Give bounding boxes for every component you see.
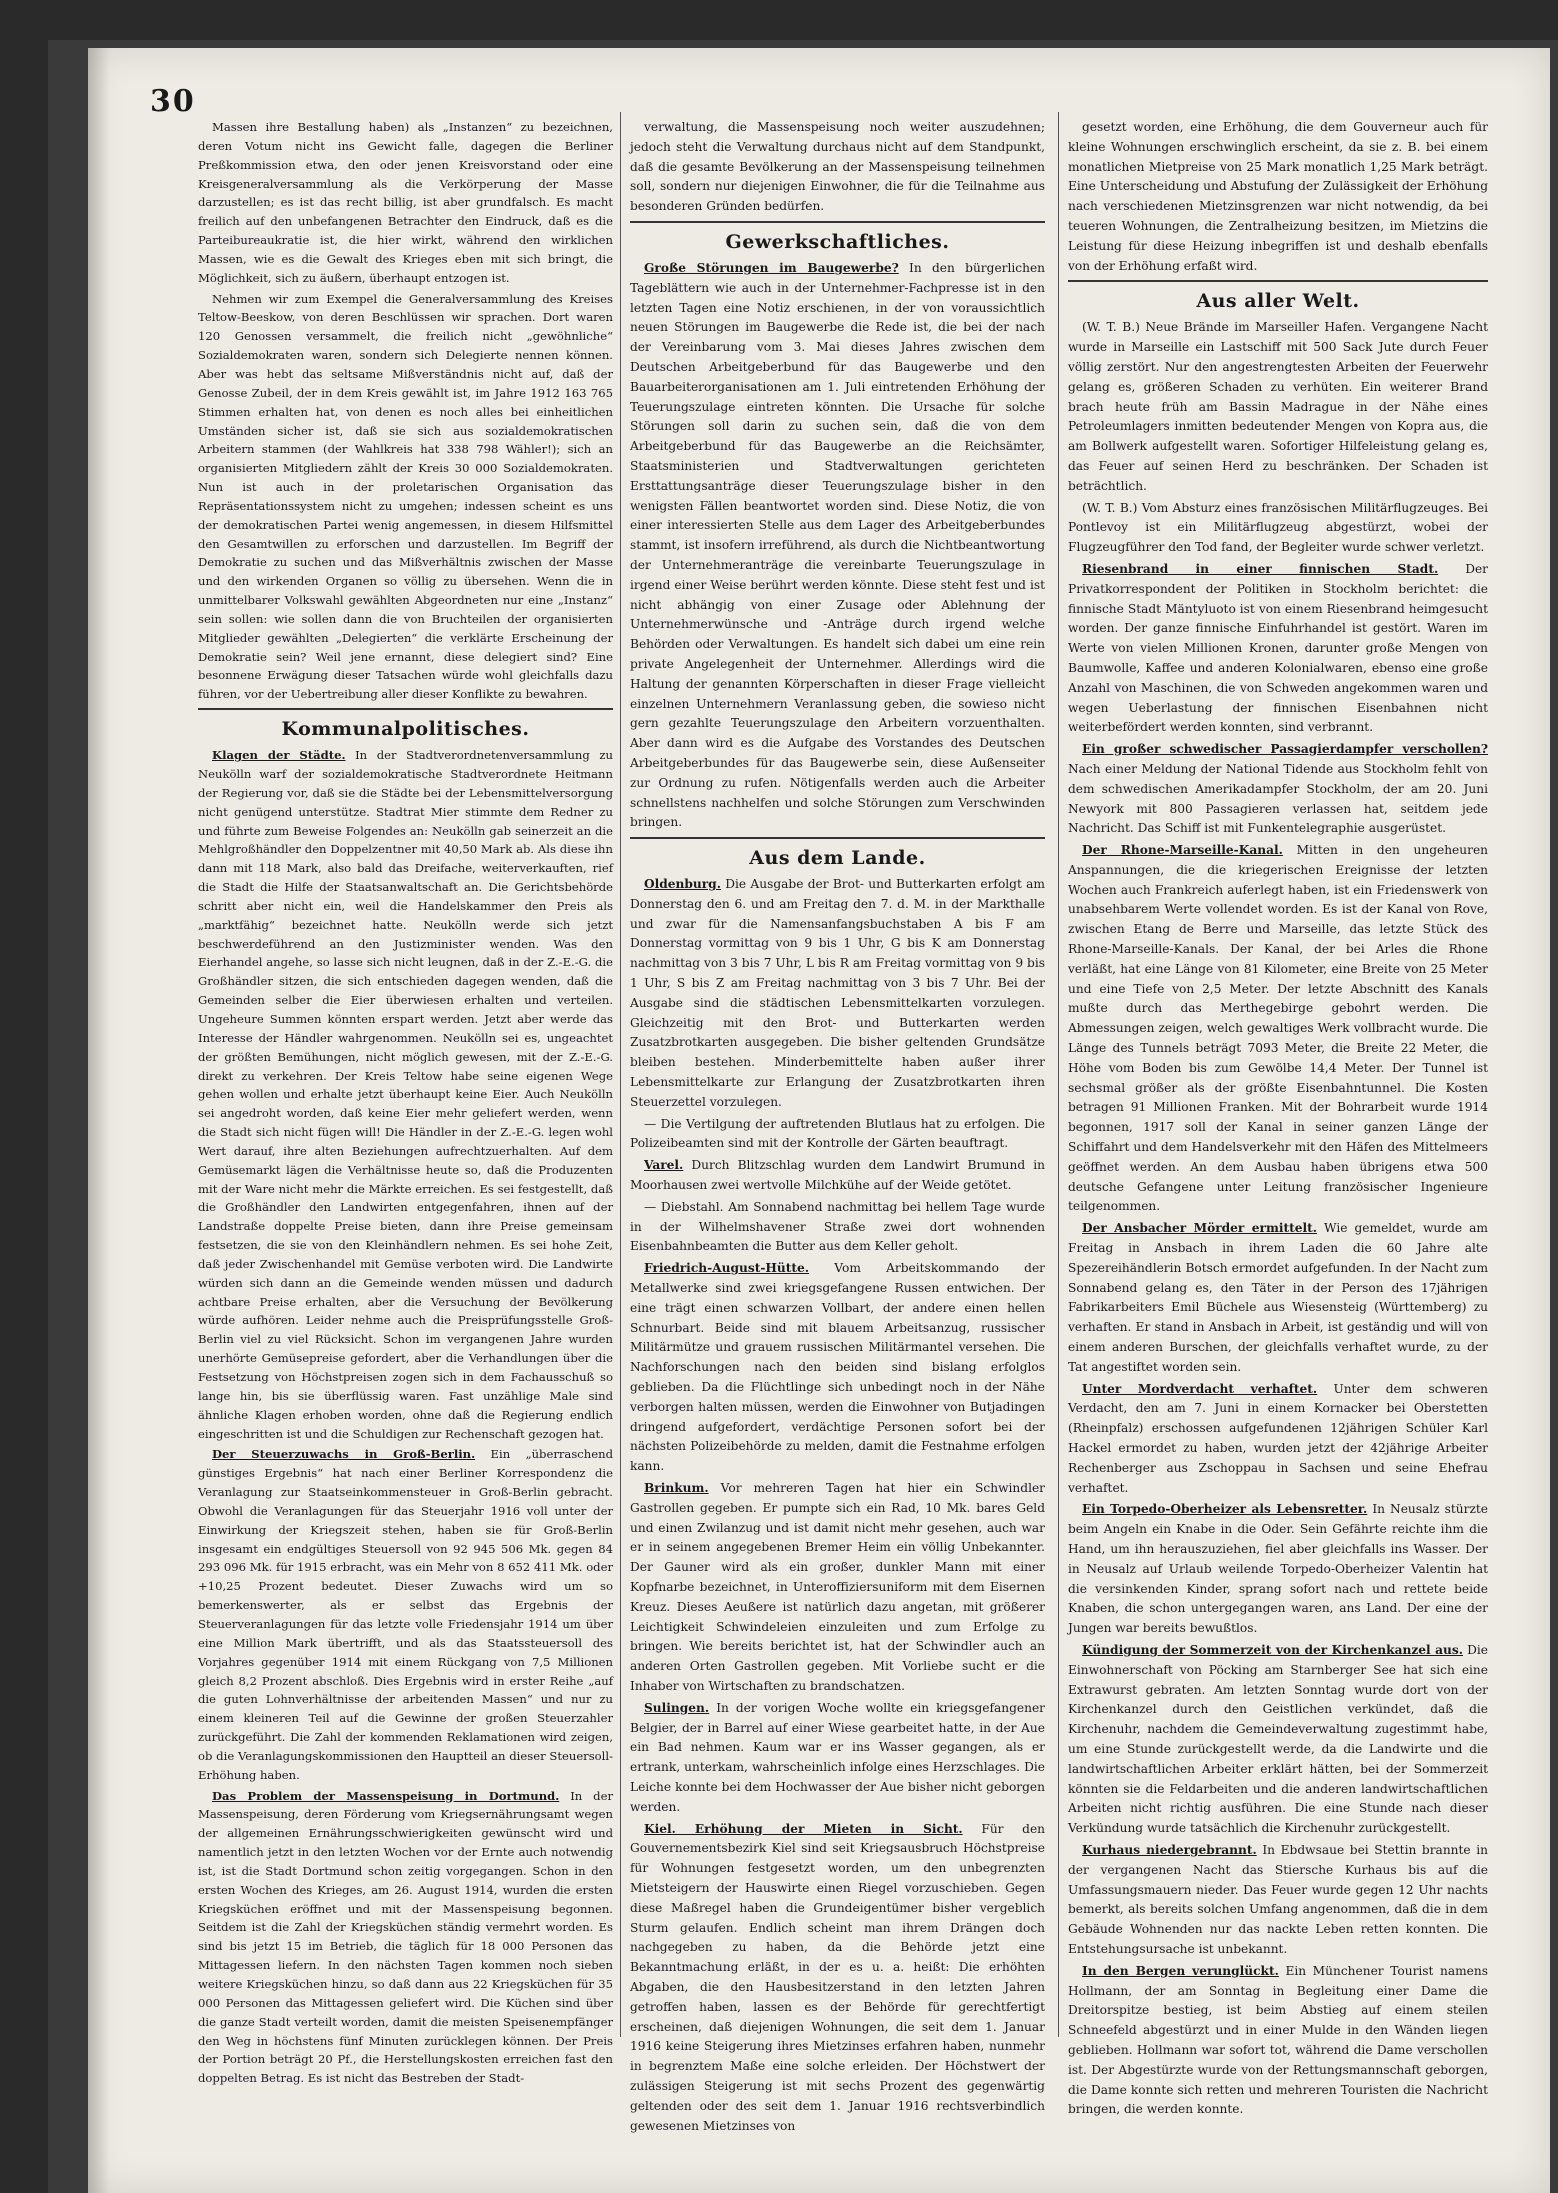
article — [630, 1259, 1045, 1477]
article — [198, 746, 613, 1443]
article-text: (W. T. B.) Neue Brände im Marseiller Hafen. Vergangene Nacht wurde in Marseille ein Lastschiff mit 500 Sack Jute durch Feuer völlig zerstört. Nur den angestrengtesten Arbeiten der Feuerwehr gelang es, größeren Schaden zu verhüten. Ein weiterer Brand brach heute früh am Bassin Madrague in der Nähe eines Petroleumlagers inmitten bedeutender Mengen von Kopra aus, die am Bollwerk aufgestellt waren. Sofortiger Hilfeleistung gelang es, das Feuer auf seinen Herd zu beschränken. Der Schaden ist beträchtlich. — [1068, 320, 1488, 493]
article-lead: In den Bergen verunglückt. — [1082, 1963, 1279, 1978]
article-body: Die Ausgabe der Brot- und Butterkarten erfolgt am Donnerstag den 6. und am Freitag den 7. d. M. in der Markthalle und zwar für die Namensanfangsbuchstaben A bis F am Donnerstag vormittag von 9 bis 1 Uhr, G bis K am Donnerstag nachmittag von 3 bis 7 Uhr, L bis R am Freitag vormittag von 9 bis 1 Uhr, S bis Z am Freitag nachmittag von 3 bis 7 Uhr. Bei der Ausgabe sind die städtischen Lebensmittelkarten vorzulegen. Gleichzeitig mit den Brot- und Butterkarten werden Zusatzbrotkarten ausgegeben. Die bisher geltenden Grundsätze bleiben bestehen. Minderbemittelte haben außer ihrer Lebensmittelkarte zur Erlangung der Zusatzbrotkarten ihren Steuerzettel vorzulegen. — [630, 877, 1045, 1109]
article-lead: Oldenburg. — [644, 877, 721, 892]
article — [630, 1699, 1045, 1818]
article-text: — Diebstahl. Am Sonnabend nachmittag bei hellem Tage wurde in der Wilhelmshavener Straße zwei dort wohnenden Eisenbahnbeamten die Butter aus dem Keller geholt. — [630, 1199, 1045, 1254]
article-lead: Ein Torpedo-Oberheizer als Lebensretter. — [1082, 1502, 1368, 1517]
column-3 — [1068, 118, 1488, 2122]
article-body: Vor mehreren Tagen hat hier ein Schwindler Gastrollen gegeben. Er pumpte sich ein Rad, 10 Mk. bares Geld und einen Zwilanzug und ist damit nicht mehr gesehen, auch war er in seinem angegebenen Bremer Heim ein völlig Unbekannter. Der Gauner wird als ein großer, dunkler Mann mit einer Kopfnarbe bezeichnet, in Unteroffiziersuniform mit dem Eisernen Kreuz. Dieses Aeußere ist natürlich dazu angetan, mit größerer Leichtigkeit Schwindeleien einzuleiten und zum Erfolge zu bringen. Wie bereits berichtet ist, hat der Schwindler auch an anderen Orten Gastrollen gegeben. Mit Vorliebe sucht er die Inhaber von Wirtschaften zu brandschatzen. — [630, 1481, 1045, 1693]
article-body: In Neusalz stürzte beim Angeln ein Knabe in die Oder. Sein Gefährte reichte ihm die Hand, um ihn herauszuziehen, fiel aber gleichfalls ins Wasser. Der in Neusalz auf Urlaub weilende Torpedo-Oberheizer Valentin hat die versinkenden Kinder, sprang sofort nach und rettete beide Knaben, die schon untergegangen waren, ans Land. Der eine der Jungen war bereits bewußtlos. — [1068, 1502, 1489, 1636]
article — [630, 1479, 1045, 1697]
article-lead: Brinkum. — [644, 1481, 709, 1495]
column-2 — [630, 118, 1045, 2138]
article-body: Der Privatkorrespondent der Politiken in Stockholm berichtet: die finnische Stadt Mäntyluoto ist von einem Riesenbrand heimgesucht worden. Der ganze finnische Einfuhrhandel ist gestört. Waren im Werte von vielen Millionen Kronen, darunter große Mengen von Baumwolle, Kaffee und anderen Kolonialwaren, ebenso eine große Anzahl von Maschinen, die von Schweden angekommen waren und wegen Ueberlastung der finnischen Eisenbahnen nicht weiterbefördert werden konnten, sind verbrannt. — [1068, 561, 1488, 735]
article — [1068, 841, 1488, 1217]
article-text: — Die Vertilgung der auftretenden Blutlaus hat zu erfolgen. Die Polizeibeamten sind mit der Kontrolle der Gärten beauftragt. — [630, 1116, 1045, 1151]
section-heading-kommunalpolitisches: Kommunalpolitisches. — [281, 718, 530, 741]
article-lead: Der Rhone-Marseille-Kanal. — [1082, 843, 1283, 858]
article-body: In der Stadtverordnetenversammlung zu Neukölln warf der sozialdemokratische Stadtverordnete Heitmann der Regierung vor, daß sie die Städte bei der Lebensmittelversorgung nicht genügend unterstütze. Stadtrat Mier stimmte dem Redner zu und führte zum Beweise Folgendes an: Neukölln gab seinerzeit an die Mehlgroßhändler den Doppelzentner mit 40,50 Mark ab. Als diese ihn dann mit 118 Mark, also bald das Dreifache, weiterverkauften, rief die Stadt die Hilfe der Staatsanwaltschaft an. Die Gerichtsbehörde schritt aber nicht ein, weil die Handelskammer den Preis als „marktfähig“ bezeichnet hatte. Neukölln werde sich jetzt beschwerdeführend an den Justizminister wenden. Was den Eierhandel angehe, so lasse sich nicht leugnen, daß in der Z.-E.-G. die Großhändler sitzen, die sich entschieden dagegen wenden, daß die Gemeinden selber die Eier überwiesen erhalten und verteilen. Ungeheure Summen könnten erspart werden. Jetzt aber werde das Interesse der Händler wahrgenommen. Neukölln sei es, ungeachtet der größten Bemühungen, nicht möglich gewesen, mit der Z.-E.-G. direkt zu verkehren. Der Kreis Teltow habe seine eigenen Wege gehen wollen und erhalte jetzt überhaupt keine Eier. Auch Neukölln sei angedroht worden, daß keine Eier mehr geliefert werden, wenn die Stadt sich nicht fügen will! Die Händler in der Z.-E.-G. legen wohl Wert darauf, ihre alten Beziehungen aufrechtzuerhalten. Auf dem Gemüsemarkt lägen die Verhältnisse heute so, daß die Produzenten mit der Ware nicht mehr die Märkte erreichen. Es sei festgestellt, daß die Großhändler den Landwirten entgegenfahren, ihnen auf der Landstraße doppelte Preise bieten, dann ihre Preise gemeinsam festsetzen, die sie von den Kleinhändlern nehmen. Es sei hohe Zeit, daß jeder Zwischenhandel mit Gemüse verboten wird. Die Landwirte würden sich dann an die Gemeinde wenden müssen und dadurch achtbare Preise erhalten, aber die Versuchung der Bevölkerung würde aufhören. Leider nehme auch die Preisprüfungsstelle Groß-Berlin viel zu viel Rücksicht. Schon im vergangenen Jahre wurden unerhörte Gemüsepreise gefordert, aber die Verhandlungen über die Festsetzung von Höchstpreisen zogen sich in dem Fachausschuß so lange hin, bis sie überflüssig waren. Fast unzählige Male sind ähnliche Klagen erhoben worden, ohne daß die Regierung endlich eingeschritten ist und die Schuldigen zur Rechenschaft gezogen hat. — [198, 748, 613, 1441]
article-body: In Ebdwsaue bei Stettin brannte in der vergangenen Nacht das Stiersche Kurhaus bis auf die Umfassungsmauern nieder. Das Feuer wurde gegen 12 Uhr nachts bemerkt, als bereits solchen Umfang angenommen, daß die in dem Gebäude Wohnenden nur das nackte Leben retten konnten. Die Entstehungsursache ist unbekannt. — [1068, 1842, 1488, 1956]
article-text: gesetzt worden, eine Erhöhung, die dem Gouverneur auch für kleine Wohnungen erschwinglich erscheint, da sie z. B. bei einem monatlichen Mietpreise von 25 Mark monatlich 1,25 Mark beträgt. Eine Unterscheidung und Abstufung der Zulässigkeit der Erhöhung nach verschiedenen Mietzinsgrenzen war nicht notwendig, da bei teueren Wohnungen, die Zentralheizung besitzen, im Mietzins die Leistung für diese Heizung inbegriffen ist und deshalb ebenfalls von der Erhöhung erfaßt wird. — [1068, 120, 1488, 273]
article-body: Nach einer Meldung der National Tidende aus Stockholm fehlt von dem schwedischen Amerikadampfer Stockholm, der am 20. Juni Newyork mit 800 Passagieren verlassen hat, seitdem jede Nachricht. Das Schiff ist mit Funkentelegraphie ausgerüstet. — [1068, 761, 1488, 836]
section-heading-aus-aller-welt: Aus aller Welt. — [1196, 290, 1360, 313]
article — [1068, 1500, 1488, 1639]
article-lead: Große Störungen im Baugewerbe? — [644, 260, 899, 275]
article-lead: Ein großer schwedischer Passagierdampfer verschollen? — [1082, 742, 1488, 757]
article-lead: Varel. — [644, 1158, 684, 1173]
article-lead: Sulingen. — [644, 1700, 710, 1715]
article — [1068, 740, 1488, 839]
article-body: Wie gemeldet, wurde am Freitag in Ansbach in ihrem Laden die 60 Jahre alte Spezereihändlerin Botsch ermordet aufgefunden. In der Nacht zum Sonnabend gelang es, den Täter in der Person des 17jährigen Fabrikarbeiters Emil Büchele aus Wiesensteig (Württemberg) zu verhaften. Er stand in Ansbach in Arbeit, ist geständig und will von einem anderen Burschen, der gleichfalls verhaftet wurde, zu der Tat angestiftet worden sein. — [1068, 1221, 1488, 1374]
article-lead: Kiel. Erhöhung der Mieten in Sicht. — [644, 1821, 963, 1836]
article-lead: Das Problem der Massenspeisung in Dortmund. — [212, 1788, 560, 1803]
article-body: In den bürgerlichen Tageblättern wie auch in der Unternehmer-Fachpresse ist in den letzten Tagen eine Notiz erschienen, in der von voraussichtlich neuen Störungen im Baugewerbe die Rede ist, die bei der nach der Vereinbarung vom 3. Mai dieses Jahres zwischen dem Deutschen Arbeitgeberbund für das Baugewerbe und den Bauarbeiterorganisationen am 1. Juli eintretenden Erhöhung der Teuerungszulage eintreten könnten. Die Ursache für solche Störungen soll darin zu suchen sein, daß die von dem Arbeitgeberbund für das Baugewerbe an die Reichsämter, Staatsministerien und Stadtverwaltungen gerichteten Ersttattungsanträge dieser Teuerungszulage bisher in den wenigsten Fällen beantwortet worden sind. Diese Notiz, die von einer interessierten Stelle aus dem Lager des Arbeitgeberbundes stammt, ist insofern irreführend, als durch die Nichtbeantwortung der Unternehmeranträge die vereinbarte Teuerungszulage in irgend einer Weise berührt werden könnte. Diese steht fest und ist nicht abhängig von einer Zusage oder Ablehnung der Unternehmerwünsche und -Anträge durch irgend welche Behörden oder Verwaltungen. Es handelt sich dabei um eine rein private Angelegenheit der Unternehmer. Allerdings wird die Haltung der genannten Körperschaften in dieser Frage vielleicht einzelnen Unternehmern Veranlassung geben, die sowieso nicht gern gezahlte Teuerungszulage den Arbeitern vorzuenthalten. Aber dann wird es die Aufgabe des Vorstandes des Deutschen Arbeitgeberbundes für das Baugewerbe sein, diese Außenseiter zur Ordnung zu rufen. Nötigenfalls werden auch die Arbeiter schnellstens nachhelfen und solche Störungen zum Verschwinden bringen. — [630, 260, 1046, 830]
article-text: Nehmen wir zum Exempel die Generalversammlung des Kreises Teltow-Beeskow, von deren Beschlüssen wir sprachen. Dort waren 120 Genossen versammelt, die freilich nicht „gewöhnliche“ Sozialdemokraten waren, sondern sich Delegierte nennen können. Aber was hebt das seltsame Mißverständnis nicht auf, daß der Genosse Zubeil, der in dem Kreis gewählt ist, im Jahre 1912 163 765 Stimmen erhalten hat, von denen es noch alles bei einheitlichen Umständen sicher ist, daß sie sich aus sozialdemokratischen Arbeitern stammen (der Wahlkreis hat 338 798 Wähler!); sich an organisierten Mitgliedern zählt der Kreis 30 000 Sozialdemokraten. Nun ist auch in der proletarischen Organisation das Repräsentationssystem nicht zu umgehen; indessen scheint es uns der demokratischen Partei wenig angemessen, in diesem Hilfsmittel den Gesamtwillen zu erforschen und darzustellen. Im Begriff der Demokratie zu suchen und das Mißverhältnis zwischen der Masse und den wirkenden Organen so völlig zu übersehen. Wenn die in unmittelbarer Volkswahl gewählten Abgeordneten nur eine „Instanz“ sein sollen: wie sollen dann die von Bruchteilen der organisierten Mitglieder gewählten „Delegierten“ die verklärte Erscheinung der Demokratie sein? Weil jene ernannt, diese delegiert sind? Eine besonnene Erwägung dieser Tatsachen würde wohl gleichfalls dazu führen, vor der Uebertreibung aller dieser Konflikte zu bewahren. — [198, 291, 613, 702]
section-divider — [630, 837, 1045, 839]
article-lead: Der Ansbacher Mörder ermittelt. — [1082, 1221, 1317, 1236]
article-lead: Klagen der Städte. — [212, 748, 346, 763]
page-number: 30 — [150, 84, 196, 119]
article — [630, 1820, 1045, 2137]
article-body: Mitten in den ungeheuren Anspannungen, die die kriegerischen Ereignisse der letzten Wochen auch Frankreich auferlegt haben, ist ein Friedenswerk von unabsehbarem Werte vollendet worden. Es ist der Kanal von Rove, zwischen Etang de Berre und Marseille, das letzte Stück des Rhone-Marseille-Kanals. Der Kanal, der bei Arles die Rhone verläßt, hat eine Länge von 81 Kilometer, eine Breite von 25 Meter und eine Tiefe von 2,5 Meter. Der letzte Abschnitt des Kanals mußte durch das Merthegebirge gebohrt werden. Die Abmessungen zeigen, welch gewaltiges Werk vollbracht wurde. Die Länge des Tunnels beträgt 7093 Meter, die Breite 22 Meter, die Höhe vom Boden bis zum Gewölbe 14,4 Meter. Der Tunnel ist sechsmal größer als der größte Eisenbahntunnel. Die Kosten betragen 91 Millionen Franken. Mit der Bohrarbeit wurde 1914 begonnen, 1917 soll der Kanal in seiner ganzen Länge der Schiffahrt und dem Handelsverkehr mit den Häfen des Mittelmeers geöffnet werden. An dem Ausbau haben übrigens etwa 500 deutsche Gefangene unter Leitung französischer Ingenieure teilgenommen. — [1068, 843, 1489, 1214]
article — [630, 875, 1045, 1113]
article-lead: Der Steuerzuwachs in Groß-Berlin. — [212, 1447, 476, 1462]
article-body: Vom Arbeitskommando der Metallwerke sind zwei kriegsgefangene Russen entwichen. Der eine trägt einen schwarzen Vollbart, der andere einen hellen Schnurbart. Beide sind mit blauem Arbeitsanzug, russischer Militärmütze und grauem russischen Militärmantel versehen. Die Nachforschungen nach den beiden sind bislang erfolglos geblieben. Da die Flüchtlinge sich unbedingt noch in der Nähe verborgen halten müssen, werden die Einwohner von Butjadingen dringend aufgefordert, verdächtige Personen sofort bei der nächsten Polizeibehörde zu melden, damit die Festnahme erfolgen kann. — [630, 1261, 1045, 1474]
article — [1068, 1380, 1488, 1499]
article-body: In der Massenspeisung, deren Förderung vom Kriegsernährungsamt wegen der allgemeinen Ernährungsschwierigkeiten gewünscht wird und namentlich jetzt in den letzten Wochen vor der Ernte auch notwendig ist, ist die Stadt Dortmund schon zeitig vorgegangen. Schon in den ersten Wochen des Krieges, am 26. August 1914, wurden die ersten Kriegsküchen eröffnet und mit der Massenspeisung begonnen. Seitdem ist die Zahl der Kriegsküchen ständig vermehrt worden. Es sind bis jetzt 15 im Betrieb, die täglich für 18 000 Personen das Mittagessen liefern. In den nächsten Tagen kommen noch sieben weitere Kriegsküchen hinzu, so daß dann aus 22 Kriegsküchen für 35 000 Personen das Mittagessen geliefert wird. Die Küchen sind über die ganze Stadt verteilt worden, damit die meisten Speisenempfänger den Weg in höchstens fünf Minuten zurücklegen können. Der Preis der Portion beträgt 20 Pf., die Herstellungskosten erreichen fast den doppelten Betrag. Es ist nicht das Bestreben der Stadt- — [198, 1788, 614, 2086]
article-lead: Friedrich-August-Hütte. — [644, 1261, 810, 1276]
article-body: Für den Gouvernementsbezirk Kiel sind seit Kriegsausbruch Höchstpreise für Wohnungen festgesetzt worden, um den unbegrenzten Mietsteigern der Hauswirte einen Riegel vorzuschieben. Gegen diese Maßregel haben die Grundeigentümer bisher vergeblich Sturm gelaufen. Endlich scheint man ihrem Drängen doch nachgegeben zu haben, da die Behörde jetzt eine Bekanntmachung erläßt, in der es u. a. heißt: Die erhöhten Abgaben, die den Hausbesitzerstand in den letzten Jahren getroffen haben, lassen es der Behörde für gerechtfertigt erscheinen, daß diejenigen Wohnungen, die seit dem 1. Januar 1916 keine Steigerung ihres Mietzinses erfahren haben, nunmehr in begrenztem Maße eine solche erleiden. Der Höchstwert der zulässigen Steigerung ist mit sechs Prozent des gegenwärtig geltenden oder des seit dem 1. Januar 1916 rechtsverbindlich gewesenen Mietzinses von — [630, 1821, 1046, 2133]
article-body: Ein Münchener Tourist namens Hollmann, der am Sonntag in Begleitung einer Dame die Dreitorspitze bestieg, ist beim Abstieg auf einem steilen Schneefeld abgestürzt und in einer Mulde in den Wänden liegen geblieben. Hollmann war sofort tot, während die Dame verschollen ist. Der Abgestürzte wurde von der Rettungsmannschaft geborgen, die Dame konnte sich retten und mehreren Touristen die Nachricht bringen, die werden konnte. — [1068, 1963, 1489, 2117]
article — [630, 1156, 1045, 1196]
article-body: Durch Blitzschlag wurden dem Landwirt Brumund in Moorhausen zwei wertvolle Milchkühe auf der Weide getötet. — [630, 1158, 1046, 1193]
section-divider — [630, 221, 1045, 223]
column-rule-1 — [620, 112, 621, 2037]
article — [1068, 1219, 1488, 1377]
article — [198, 1445, 613, 1784]
section-divider — [1068, 280, 1488, 282]
column-rule-2 — [1058, 112, 1059, 2037]
article — [1068, 1641, 1488, 1839]
section-heading-aus-dem-lande: Aus dem Lande. — [749, 847, 926, 870]
article-text: (W. T. B.) Vom Absturz eines französischen Militärflugzeuges. Bei Pontlevoy ist ein Militärflugzeug abgestürzt, wobei der Flugzeugführer den Tod fand, der Begleiter wurde schwer verletzt. — [1068, 500, 1488, 555]
article-body: Die Einwohnerschaft von Pöcking am Starnberger See hat sich eine Extrawurst gebraten. Am letzten Sonntag wurde dort von der Kirchenkanzel durch den Geistlichen verkündet, daß die Kirchenuhr, nachdem die Gemeindeverwaltung zugestimmt habe, um eine Stunde zurückgestellt werde, da die Landwirte und die landwirtschaftlichen Arbeiter erklärt hätten, bei der Sommerzeit könnten sie die Feldarbeiten und die anderen landwirtschaftlichen Arbeiten nicht richtig ausführen. Die eine Stunde nach dieser Verkündung wurde tatsächlich die Kirchenuhr zurückgestellt. — [1068, 1642, 1488, 1836]
article-lead: Riesenbrand in einer finnischen Stadt. — [1082, 561, 1439, 576]
article-lead: Kurhaus niedergebrannt. — [1082, 1842, 1257, 1857]
article — [1068, 1841, 1488, 1960]
article — [1068, 560, 1488, 738]
article-lead: Unter Mordverdacht verhaftet. — [1082, 1381, 1318, 1396]
article-body: Ein „überraschend günstiges Ergebnis“ hat nach einer Berliner Korrespondenz die Veranlagung zur Staatseinkommensteuer in Groß-Berlin gebracht. Obwohl die Veranlagungen für das Steuerjahr 1916 voll unter der Einwirkung der Kriegszeit stehen, haben sie für Groß-Berlin insgesamt ein endgültiges Steuersoll von 92 945 506 Mk. gegen 84 293 096 Mk. für 1915 erbracht, was ein Mehr von 8 652 411 Mk. oder +10,25 Prozent bedeutet. Dieser Zuwachs wird um so bemerkenswerter, als er selbst das Ergebnis der Steuerveranlagungen für das letzte volle Friedensjahr 1914 um über eine Million Mark übertrifft, und als das Staatssteuersoll des Vorjahres gegenüber 1914 mit einem Rückgang von 7,5 Millionen gleich 8,2 Prozent abschloß. Dies Ergebnis wird in erster Reihe „auf die guten Lohnverhältnisse der arbeitenden Massen“ und nur zu einem kleineren Teil auf die Gewinne der großen Steuerzahler zurückgeführt. Die Zahl der kommenden Reklamationen wird zeigen, ob die Veranlagungskommissionen den Hauptteil an dieser Steuersoll-Erhöhung haben. — [198, 1447, 613, 1782]
article-text: verwaltung, die Massenspeisung noch weiter auszudehnen; jedoch steht die Verwaltung durchaus nicht auf dem Standpunkt, daß die gesamte Bevölkerung an der Massenspeisung teilnehmen soll, sondern nur diejenigen Einwohner, die für die Teilnahme aus besonderen Gründen bedürfen. — [630, 120, 1045, 214]
column-1 — [198, 118, 613, 2090]
article-body: In der vorigen Woche wollte ein kriegsgefangener Belgier, der in Barrel auf einer Wiese gearbeitet hatte, in der Aue ein Bad nehmen. Kaum war er ins Wasser gegangen, als er ertrank, unterkam, wahrscheinlich infolge eines Herzschlages. Die Leiche konnte bei dem Hochwasser der Aue bisher nicht geborgen werden. — [630, 1700, 1046, 1814]
section-divider — [198, 708, 613, 710]
section-heading-gewerkschaftliches: Gewerkschaftliches. — [725, 230, 950, 253]
article-lead: Kündigung der Sommerzeit von der Kirchenkanzel aus. — [1082, 1642, 1463, 1657]
article — [198, 1787, 613, 2089]
article-text: Massen ihre Bestallung haben) als „Instanzen“ zu bezeichnen, deren Votum nicht ins Gewicht falle, dagegen die Berliner Preßkommission etwa, den oder jenen Kreisvorstand oder eine Kreisgeneralversammlung als die Verkörperung der Masse darzustellen; es ist das recht billig, ist aber grundfalsch. Es macht freilich auf den unbefangenen Betrachter den Eindruck, daß es die Parteibureaukratie ist, die hier wirkt, während den wirklichen Massen, wie es die Gewalt des Krieges eben mit sich bringt, die Möglichkeit, sich zu äußern, überhaupt entzogen ist. — [198, 120, 613, 285]
article-body: Unter dem schweren Verdacht, den am 7. Juni in einem Kornacker bei Oberstetten (Rheinpfalz) erschossen aufgefundenen 12jährigen Schüler Karl Hackel ermordet zu haben, wurden jetzt der 42jährige Arbeiter Rechenberger aus Zschoppau in Sachsen und seine Ehefrau verhaftet. — [1068, 1381, 1489, 1495]
article — [1068, 1962, 1488, 2120]
article — [630, 259, 1045, 833]
